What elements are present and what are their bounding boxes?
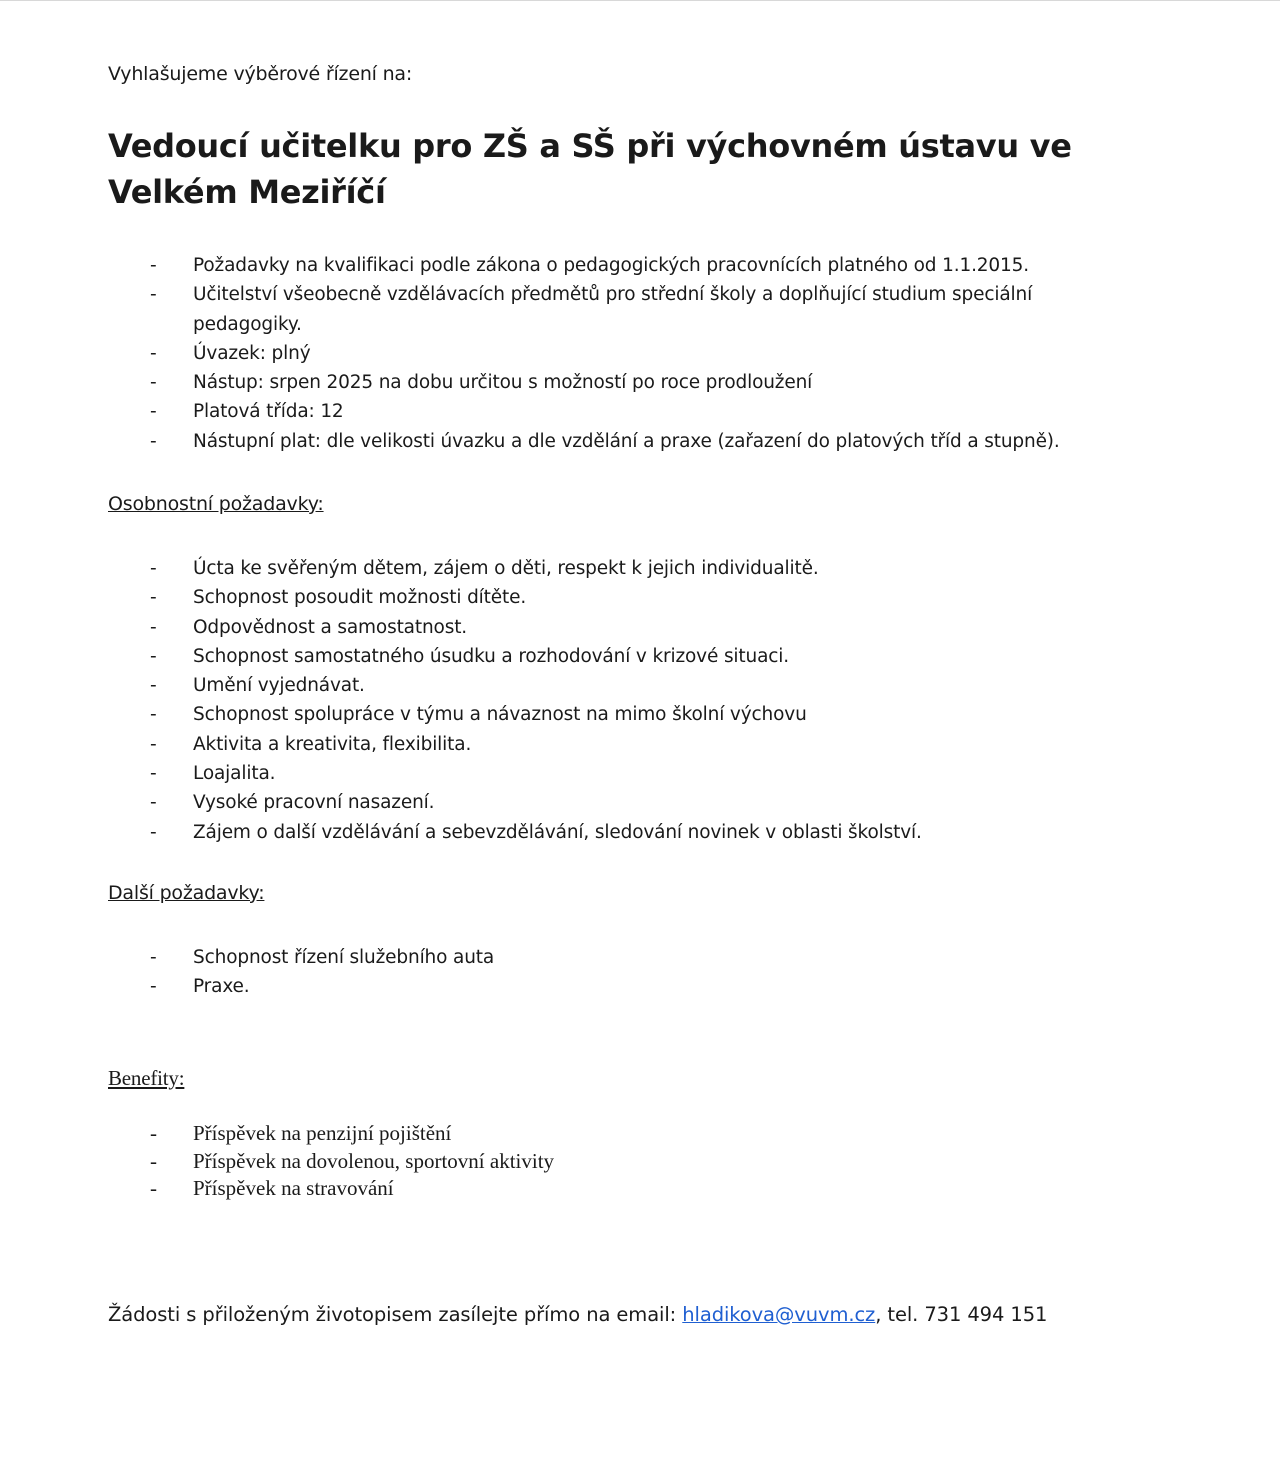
list-item xyxy=(150,943,1113,972)
personal-requirements-list xyxy=(150,554,1113,847)
list-item xyxy=(150,972,1113,1001)
bullet-dash: - xyxy=(150,704,157,726)
list-item-text: Odpovědnost a samostatnost. xyxy=(193,616,468,638)
list-item xyxy=(150,613,1113,642)
bullet-dash: - xyxy=(150,976,157,998)
list-item xyxy=(150,1120,1113,1148)
bullet-dash: - xyxy=(150,675,157,697)
list-item-text: Úcta ke svěřeným dětem, zájem o děti, respekt k jejich individualitě. xyxy=(193,558,819,579)
list-item-text: Příspěvek na penzijní pojištění xyxy=(193,1121,452,1145)
bullet-dash: - xyxy=(150,558,157,579)
list-item-text: Nástup: srpen 2025 na dobu určitou s možností po roce prodloužení xyxy=(193,372,813,394)
list-item-text: Umění vyjednávat. xyxy=(193,675,365,697)
list-item xyxy=(150,759,1113,788)
personal-requirements-heading: Osobnostní požadavky: xyxy=(108,493,324,515)
email-link[interactable]: hladikova@vuvm.cz xyxy=(682,1303,876,1326)
list-item-text: Příspěvek na stravování xyxy=(193,1176,394,1200)
other-requirements-heading: Další požadavky: xyxy=(108,882,265,904)
bullet-dash: - xyxy=(150,616,157,638)
bullet-dash: - xyxy=(150,372,157,394)
bullet-dash: - xyxy=(150,587,157,609)
list-item-text: Úvazek: plný xyxy=(193,342,311,364)
list-item-text: Schopnost řízení služebního auta xyxy=(193,947,495,968)
list-item-text: Požadavky na kvalifikaci podle zákona o pedagogických pracovnících platného od 1.1.2015. xyxy=(193,255,1030,276)
page-title: Vedoucí učitelku pro ZŠ a SŠ při výchovném ústavu ve Velkém Meziříčí xyxy=(108,127,1072,211)
list-item xyxy=(150,671,1113,700)
bullet-dash: - xyxy=(150,947,157,968)
benefits-list xyxy=(150,1120,1113,1203)
list-item-text: Nástupní plat: dle velikosti úvazku a dle vzdělání a praxe (zařazení do platových tříd a stupně). xyxy=(193,430,1060,452)
bullet-dash: - xyxy=(150,430,157,452)
intro-text: Vyhlašujeme výběrové řízení na: xyxy=(108,63,413,85)
bullet-dash: - xyxy=(150,792,157,814)
list-item xyxy=(150,642,1113,671)
list-item-text: Platová třída: 12 xyxy=(193,401,344,423)
list-item xyxy=(150,251,1113,280)
requirements-list xyxy=(150,251,1113,456)
bullet-dash: - xyxy=(150,645,157,667)
list-item-text: Vysoké pracovní nasazení. xyxy=(193,792,435,814)
bullet-dash: - xyxy=(150,1176,157,1200)
bullet-dash: - xyxy=(150,733,157,755)
bullet-dash: - xyxy=(150,763,157,785)
list-item-text: Schopnost spolupráce v týmu a návaznost na mimo školní výchovu xyxy=(193,704,807,726)
list-item xyxy=(150,583,1113,612)
contact-text: Žádosti s přiloženým životopisem zasílejte přímo na email: xyxy=(108,1303,683,1326)
bullet-dash: - xyxy=(150,821,157,843)
list-item xyxy=(150,427,1113,456)
list-item xyxy=(150,700,1113,729)
list-item-text: Zájem o další vzdělávání a sebevzdělávání, sledování novinek v oblasti školství. xyxy=(193,821,922,843)
list-item xyxy=(150,730,1113,759)
bullet-dash: - xyxy=(150,342,157,364)
list-item xyxy=(150,788,1113,817)
bullet-dash: - xyxy=(150,255,157,276)
list-item xyxy=(150,280,1113,339)
other-requirements-list xyxy=(150,943,1113,1002)
list-item xyxy=(150,1175,1113,1203)
list-item xyxy=(150,554,1113,583)
benefits-heading: Benefity: xyxy=(108,1066,185,1090)
phone-text: , tel. 731 494 151 xyxy=(875,1303,1048,1326)
list-item-text: Schopnost posoudit možnosti dítěte. xyxy=(193,587,527,609)
list-item xyxy=(150,1148,1113,1176)
list-item-text: Loajalita. xyxy=(193,763,276,785)
bullet-dash: - xyxy=(150,284,157,306)
bullet-dash: - xyxy=(150,401,157,423)
list-item-text: Schopnost samostatného úsudku a rozhodování v krizové situaci. xyxy=(193,645,790,667)
contact-line xyxy=(108,1303,1047,1326)
list-item xyxy=(150,339,1113,368)
list-item xyxy=(150,368,1113,397)
list-item xyxy=(150,397,1113,426)
bullet-dash: - xyxy=(150,1148,157,1173)
list-item xyxy=(150,818,1113,847)
bullet-dash: - xyxy=(150,1121,157,1145)
list-item-text: Praxe. xyxy=(193,976,250,998)
list-item-text: Aktivita a kreativita, flexibilita. xyxy=(193,733,472,755)
list-item-text: Příspěvek na dovolenou, sportovní aktivity xyxy=(193,1148,555,1173)
list-item-text: Učitelství všeobecně vzdělávacích předmětů pro střední školy a doplňující studium speciální pedagogiky. xyxy=(193,284,1033,335)
